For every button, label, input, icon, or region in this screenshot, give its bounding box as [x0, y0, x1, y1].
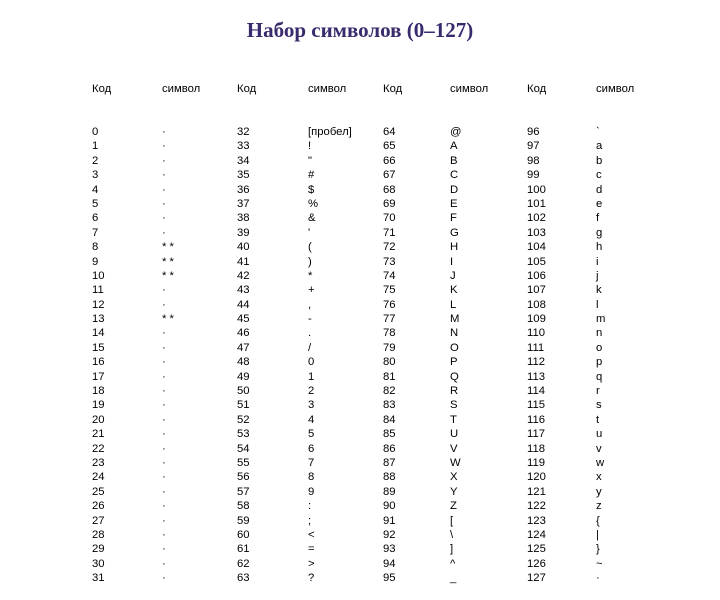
symbol-cell: ·: [162, 385, 166, 398]
code-cell: 97: [527, 140, 540, 153]
code-cell: 107: [527, 284, 546, 297]
symbol-cell: >: [308, 557, 315, 570]
code-cell: 105: [527, 255, 546, 268]
code-cell: 86: [383, 442, 396, 455]
code-cell: 31: [92, 572, 105, 585]
code-cell: 95: [383, 572, 396, 585]
symbol-cell: l: [596, 298, 599, 311]
code-cell: 61: [237, 543, 250, 556]
code-cell: 99: [527, 169, 540, 182]
code-cell: 126: [527, 557, 546, 570]
code-cell: 63: [237, 572, 250, 585]
code-cell: 92: [383, 528, 396, 541]
code-cell: 59: [237, 514, 250, 527]
symbol-cell: * *: [162, 313, 174, 326]
code-cell: 9: [92, 255, 99, 268]
code-cell: 93: [383, 543, 396, 556]
code-cell: 27: [92, 514, 105, 527]
code-column-group-2: [383, 53, 402, 600]
code-cell: 37: [237, 197, 250, 210]
symbol-cell: u: [596, 428, 603, 441]
symbol-cell: ·: [162, 514, 166, 527]
code-cell: 62: [237, 557, 250, 570]
code-cell: 28: [92, 528, 105, 541]
symbol-cell: L: [450, 298, 457, 311]
code-cell: 85: [383, 428, 396, 441]
symbol-cell: z: [596, 500, 602, 513]
code-cell: 96: [527, 126, 540, 139]
symbol-cell: e: [596, 197, 603, 210]
code-cell: 46: [237, 327, 250, 340]
symbol-cell: ·: [162, 197, 166, 210]
code-cell: 70: [383, 212, 396, 225]
code-cell: 88: [383, 471, 396, 484]
code-cell: 81: [383, 370, 396, 383]
code-cell: 125: [527, 543, 546, 556]
symbol-column-group-3: [596, 53, 634, 600]
page-title: Набор символов (0–127): [246, 18, 474, 42]
symbol-cell: c: [596, 169, 602, 182]
code-cell: 39: [237, 226, 250, 239]
symbol-cell: f: [596, 212, 600, 225]
symbol-cell: ·: [596, 572, 600, 585]
symbol-cell: I: [450, 255, 454, 268]
symbol-cell: ·: [162, 485, 166, 498]
code-cell: 118: [527, 442, 546, 455]
code-column-group-3: [527, 53, 546, 600]
symbol-cell: T: [450, 413, 457, 426]
code-cell: 54: [237, 442, 250, 455]
code-cell: 49: [237, 370, 250, 383]
code-cell: 91: [383, 514, 396, 527]
code-cell: 82: [383, 385, 396, 398]
symbol-cell: @: [450, 126, 462, 139]
symbol-cell: ": [308, 154, 313, 167]
code-cell: 43: [237, 284, 250, 297]
symbol-cell: y: [596, 485, 602, 498]
symbol-cell: Y: [450, 485, 458, 498]
symbol-cell: U: [450, 428, 459, 441]
code-cell: 75: [383, 284, 396, 297]
code-cell: 121: [527, 485, 546, 498]
symbol-cell: &: [308, 212, 316, 225]
code-cell: 113: [527, 370, 546, 383]
code-cell: 60: [237, 528, 250, 541]
code-cell: 50: [237, 385, 250, 398]
code-cell: 3: [92, 169, 99, 182]
code-cell: 21: [92, 428, 105, 441]
code-cell: 106: [527, 269, 546, 282]
symbol-cell: o: [596, 341, 603, 354]
symbol-cell: [: [450, 514, 454, 527]
code-cell: 103: [527, 226, 546, 239]
symbol-cell: 3: [308, 399, 315, 412]
code-cell: 33: [237, 140, 250, 153]
symbol-cell: ·: [162, 212, 166, 225]
code-header: Код: [383, 82, 403, 95]
symbol-cell: ·: [162, 471, 166, 484]
code-cell: 15: [92, 341, 105, 354]
code-cell: 14: [92, 327, 105, 340]
code-header: Код: [92, 82, 112, 95]
code-cell: 19: [92, 399, 105, 412]
code-cell: 17: [92, 370, 105, 383]
code-cell: 58: [237, 500, 250, 513]
symbol-header: символ: [308, 82, 347, 95]
symbol-cell: a: [596, 140, 603, 153]
symbol-cell: ·: [162, 557, 166, 570]
code-cell: 20: [92, 413, 105, 426]
code-cell: 65: [383, 140, 396, 153]
symbol-cell: B: [450, 154, 458, 167]
symbol-cell: E: [450, 197, 458, 210]
code-header: Код: [527, 82, 547, 95]
symbol-cell: ·: [162, 126, 166, 139]
code-cell: 24: [92, 471, 105, 484]
symbol-cell: 0: [308, 356, 315, 369]
code-cell: 127: [527, 572, 546, 585]
symbol-cell: J: [450, 269, 456, 282]
code-cell: 32: [237, 126, 250, 139]
symbol-cell: 1: [308, 370, 315, 383]
symbol-cell: ·: [162, 528, 166, 541]
symbol-cell: ·: [162, 572, 166, 585]
symbol-cell: 8: [308, 471, 315, 484]
symbol-cell: =: [308, 543, 315, 556]
code-cell: 30: [92, 557, 105, 570]
symbol-cell: C: [450, 169, 459, 182]
code-cell: 36: [237, 183, 250, 196]
code-cell: 110: [527, 327, 546, 340]
symbol-cell: * *: [162, 269, 174, 282]
code-cell: 112: [527, 356, 546, 369]
symbol-cell: \: [450, 528, 454, 541]
symbol-cell: 2: [308, 385, 315, 398]
symbol-cell: ·: [162, 428, 166, 441]
symbol-cell: ·: [162, 413, 166, 426]
code-cell: 2: [92, 154, 99, 167]
symbol-cell: W: [450, 457, 461, 469]
symbol-cell: ': [308, 226, 311, 239]
symbol-cell: t: [596, 413, 600, 426]
symbol-cell: ,: [308, 298, 312, 311]
symbol-column-group-1: [308, 53, 352, 600]
code-cell: 7: [92, 226, 99, 239]
symbol-header: символ: [450, 82, 489, 95]
symbol-cell: [пробел]: [308, 126, 352, 139]
symbol-cell: #: [308, 169, 315, 182]
code-cell: 104: [527, 241, 546, 254]
code-cell: 115: [527, 399, 546, 412]
code-cell: 56: [237, 471, 250, 484]
code-cell: 120: [527, 471, 546, 484]
symbol-cell: S: [450, 399, 458, 412]
code-column-group-1: [237, 53, 256, 600]
symbol-cell: P: [450, 356, 458, 369]
symbol-cell: 4: [308, 413, 315, 426]
symbol-cell: $: [308, 183, 315, 196]
code-cell: 102: [527, 212, 546, 225]
code-cell: 123: [527, 514, 546, 527]
code-cell: 53: [237, 428, 250, 441]
symbol-cell: x: [596, 471, 602, 484]
symbol-cell: A: [450, 140, 458, 153]
symbol-cell: ~: [596, 557, 603, 570]
symbol-cell: -: [308, 313, 312, 326]
code-cell: 94: [383, 557, 396, 570]
symbol-cell: ]: [450, 543, 454, 556]
code-cell: 25: [92, 485, 105, 498]
code-cell: 55: [237, 457, 250, 469]
code-cell: 8: [92, 241, 99, 254]
symbol-cell: v: [596, 442, 602, 455]
symbol-cell: ·: [162, 154, 166, 167]
code-cell: 71: [383, 226, 396, 239]
symbol-cell: G: [450, 226, 459, 239]
symbol-cell: 7: [308, 457, 315, 469]
code-cell: 22: [92, 442, 105, 455]
symbol-cell: +: [308, 284, 315, 297]
code-cell: 69: [383, 197, 396, 210]
code-cell: 90: [383, 500, 396, 513]
code-cell: 12: [92, 298, 105, 311]
code-cell: 4: [92, 183, 99, 196]
symbol-cell: ): [308, 255, 312, 268]
symbol-cell: * *: [162, 255, 174, 268]
symbol-cell: s: [596, 399, 602, 412]
code-cell: 119: [527, 457, 546, 469]
symbol-cell: j: [596, 269, 599, 282]
symbol-cell: }: [596, 543, 600, 556]
symbol-cell: h: [596, 241, 603, 254]
symbol-cell: g: [596, 226, 603, 239]
code-column-group-0: [92, 53, 111, 600]
code-cell: 42: [237, 269, 250, 282]
code-cell: 51: [237, 399, 250, 412]
code-cell: 114: [527, 385, 546, 398]
code-cell: 52: [237, 413, 250, 426]
symbol-cell: ·: [162, 370, 166, 383]
symbol-cell: _: [450, 572, 457, 585]
code-cell: 117: [527, 428, 546, 441]
symbol-cell: ^: [450, 557, 456, 570]
code-cell: 76: [383, 298, 396, 311]
symbol-cell: %: [308, 197, 319, 210]
code-cell: 35: [237, 169, 250, 182]
symbol-cell: ·: [162, 356, 166, 369]
code-cell: 87: [383, 457, 396, 469]
code-cell: 10: [92, 269, 105, 282]
code-cell: 67: [383, 169, 396, 182]
symbol-cell: N: [450, 327, 459, 340]
symbol-cell: (: [308, 241, 312, 254]
symbol-cell: `: [596, 126, 600, 139]
code-cell: 45: [237, 313, 250, 326]
symbol-cell: ·: [162, 284, 166, 297]
code-cell: 40: [237, 241, 250, 254]
code-cell: 6: [92, 212, 99, 225]
symbol-cell: w: [596, 457, 605, 469]
symbol-cell: ·: [162, 457, 166, 469]
code-cell: 80: [383, 356, 396, 369]
code-cell: 18: [92, 385, 105, 398]
symbol-cell: ·: [162, 442, 166, 455]
code-cell: 89: [383, 485, 396, 498]
symbol-cell: ·: [162, 226, 166, 239]
symbol-cell: 5: [308, 428, 315, 441]
code-cell: 100: [527, 183, 546, 196]
code-cell: 78: [383, 327, 396, 340]
code-cell: 73: [383, 255, 396, 268]
symbol-cell: .: [308, 327, 312, 340]
symbol-cell: r: [596, 385, 600, 398]
symbol-cell: *: [308, 269, 313, 282]
code-cell: 101: [527, 197, 546, 210]
code-cell: 5: [92, 197, 99, 210]
symbol-cell: k: [596, 284, 602, 297]
symbol-column-group-0: [162, 53, 200, 600]
code-cell: 72: [383, 241, 396, 254]
symbol-cell: m: [596, 313, 606, 326]
code-cell: 48: [237, 356, 250, 369]
symbol-cell: * *: [162, 241, 174, 254]
symbol-cell: 6: [308, 442, 315, 455]
symbol-cell: n: [596, 327, 603, 340]
code-cell: 13: [92, 313, 105, 326]
code-cell: 68: [383, 183, 396, 196]
code-cell: 79: [383, 341, 396, 354]
code-cell: 66: [383, 154, 396, 167]
symbol-cell: ·: [162, 341, 166, 354]
symbol-cell: d: [596, 183, 603, 196]
code-cell: 44: [237, 298, 250, 311]
symbol-cell: <: [308, 528, 315, 541]
symbol-cell: ·: [162, 543, 166, 556]
code-cell: 77: [383, 313, 396, 326]
symbol-cell: p: [596, 356, 603, 369]
code-cell: 47: [237, 341, 250, 354]
code-cell: 111: [527, 341, 545, 354]
symbol-cell: D: [450, 183, 459, 196]
symbol-cell: :: [308, 500, 312, 513]
symbol-cell: M: [450, 313, 460, 326]
code-cell: 64: [383, 126, 396, 139]
symbol-cell: !: [308, 140, 312, 153]
symbol-cell: H: [450, 241, 459, 254]
code-cell: 16: [92, 356, 105, 369]
symbol-column-group-2: [450, 53, 488, 600]
code-cell: 116: [527, 413, 546, 426]
symbol-cell: ·: [162, 327, 166, 340]
symbol-cell: F: [450, 212, 457, 225]
symbol-cell: |: [596, 528, 599, 541]
symbol-cell: Q: [450, 370, 459, 383]
symbol-header: символ: [596, 82, 635, 95]
symbol-cell: K: [450, 284, 458, 297]
symbol-cell: 9: [308, 485, 315, 498]
symbol-cell: Z: [450, 500, 457, 513]
code-cell: 57: [237, 485, 250, 498]
symbol-cell: O: [450, 341, 459, 354]
symbol-header: символ: [162, 82, 201, 95]
code-cell: 109: [527, 313, 546, 326]
code-cell: 0: [92, 126, 99, 139]
code-cell: 26: [92, 500, 105, 513]
code-cell: 124: [527, 528, 546, 541]
symbol-cell: X: [450, 471, 458, 484]
code-cell: 122: [527, 500, 546, 513]
symbol-cell: ·: [162, 399, 166, 412]
symbol-cell: ·: [162, 298, 166, 311]
symbol-cell: V: [450, 442, 458, 455]
code-cell: 83: [383, 399, 396, 412]
code-cell: 23: [92, 457, 105, 469]
symbol-cell: R: [450, 385, 459, 398]
symbol-cell: b: [596, 154, 603, 167]
code-cell: 1: [92, 140, 99, 153]
symbol-cell: ?: [308, 572, 315, 585]
symbol-cell: ·: [162, 183, 166, 196]
symbol-cell: {: [596, 514, 600, 527]
symbol-cell: ·: [162, 500, 166, 513]
code-cell: 34: [237, 154, 250, 167]
code-cell: 41: [237, 255, 250, 268]
code-cell: 98: [527, 154, 540, 167]
symbol-cell: i: [596, 255, 599, 268]
code-cell: 84: [383, 413, 396, 426]
code-header: Код: [237, 82, 257, 95]
symbol-cell: ·: [162, 140, 166, 153]
code-cell: 108: [527, 298, 546, 311]
symbol-cell: ·: [162, 169, 166, 182]
code-cell: 11: [92, 284, 104, 297]
symbol-cell: ;: [308, 514, 312, 527]
symbol-cell: /: [308, 341, 312, 354]
symbol-cell: q: [596, 370, 603, 383]
code-cell: 38: [237, 212, 250, 225]
code-cell: 29: [92, 543, 105, 556]
code-cell: 74: [383, 269, 396, 282]
